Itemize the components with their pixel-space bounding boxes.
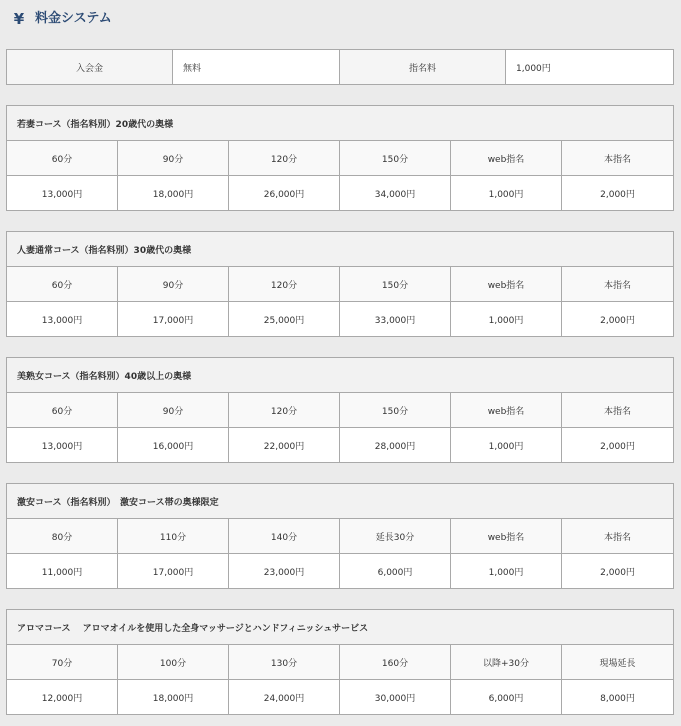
- admission-label: 入会金: [7, 50, 173, 85]
- price-cell: 18,000円: [118, 680, 229, 715]
- price-cell: 1,000円: [451, 176, 562, 211]
- price-cell: 28,000円: [340, 428, 451, 463]
- price-cell: 2,000円: [562, 176, 674, 211]
- duration-cell: 現場延長: [562, 645, 674, 680]
- price-cell: 2,000円: [562, 302, 674, 337]
- price-cell: 1,000円: [451, 554, 562, 589]
- price-cell: 25,000円: [229, 302, 340, 337]
- nomination-label: 指名料: [340, 50, 506, 85]
- price-cell: 23,000円: [229, 554, 340, 589]
- duration-cell: 100分: [118, 645, 229, 680]
- price-cell: 18,000円: [118, 176, 229, 211]
- price-cell: 2,000円: [562, 428, 674, 463]
- duration-cell: web指名: [451, 519, 562, 554]
- course-table: [6, 483, 674, 589]
- duration-cell: 120分: [229, 267, 340, 302]
- duration-cell: 150分: [340, 393, 451, 428]
- duration-cell: 60分: [7, 393, 118, 428]
- course-title-row: [7, 610, 674, 645]
- course-title: アロマコース アロマオイルを使用した全身マッサージとハンドフィニッシュサービス: [7, 610, 674, 645]
- course-title: 若妻コース（指名料別）20歳代の奥様: [7, 106, 674, 141]
- price-cell: 22,000円: [229, 428, 340, 463]
- duration-row: [7, 519, 674, 554]
- page-title: 料金システム: [35, 11, 112, 26]
- duration-cell: 130分: [229, 645, 340, 680]
- price-row: [7, 302, 674, 337]
- duration-cell: 本指名: [562, 141, 674, 176]
- duration-cell: 150分: [340, 267, 451, 302]
- admission-value: 無料: [173, 50, 340, 85]
- yen-icon: ¥: [13, 10, 25, 28]
- fee-table: [6, 49, 674, 85]
- nomination-value: 1,000円: [506, 50, 674, 85]
- price-cell: 8,000円: [562, 680, 674, 715]
- duration-cell: 120分: [229, 393, 340, 428]
- price-cell: 34,000円: [340, 176, 451, 211]
- price-row: [7, 554, 674, 589]
- price-row: [7, 428, 674, 463]
- duration-cell: 本指名: [562, 267, 674, 302]
- price-cell: 1,000円: [451, 428, 562, 463]
- duration-cell: 延長30分: [340, 519, 451, 554]
- price-cell: 12,000円: [7, 680, 118, 715]
- duration-row: [7, 645, 674, 680]
- duration-cell: 110分: [118, 519, 229, 554]
- price-cell: 13,000円: [7, 302, 118, 337]
- duration-cell: 以降+30分: [451, 645, 562, 680]
- price-cell: 24,000円: [229, 680, 340, 715]
- course-title-row: [7, 484, 674, 519]
- duration-cell: 本指名: [562, 519, 674, 554]
- course-table: [6, 105, 674, 211]
- course-title: 美熟女コース（指名料別）40歳以上の奥様: [7, 358, 674, 393]
- price-cell: 17,000円: [118, 302, 229, 337]
- course-title-row: [7, 106, 674, 141]
- course-title-row: [7, 232, 674, 267]
- course-title: 激安コース（指名料別） 激安コース帯の奥様限定: [7, 484, 674, 519]
- price-cell: 6,000円: [340, 554, 451, 589]
- course-table: [6, 231, 674, 337]
- duration-cell: 90分: [118, 393, 229, 428]
- price-cell: 13,000円: [7, 176, 118, 211]
- course-table: [6, 609, 674, 715]
- duration-cell: 90分: [118, 141, 229, 176]
- duration-cell: 150分: [340, 141, 451, 176]
- duration-cell: 70分: [7, 645, 118, 680]
- duration-cell: 140分: [229, 519, 340, 554]
- duration-cell: 160分: [340, 645, 451, 680]
- price-cell: 2,000円: [562, 554, 674, 589]
- price-row: [7, 176, 674, 211]
- duration-row: [7, 393, 674, 428]
- duration-cell: 90分: [118, 267, 229, 302]
- page-header: [12, 9, 112, 29]
- course-title: 人妻通常コース（指名料別）30歳代の奥様: [7, 232, 674, 267]
- duration-cell: 80分: [7, 519, 118, 554]
- duration-cell: web指名: [451, 393, 562, 428]
- duration-row: [7, 141, 674, 176]
- duration-cell: 60分: [7, 141, 118, 176]
- duration-row: [7, 267, 674, 302]
- course-table: [6, 357, 674, 463]
- price-cell: 6,000円: [451, 680, 562, 715]
- duration-cell: 60分: [7, 267, 118, 302]
- price-cell: 26,000円: [229, 176, 340, 211]
- price-row: [7, 680, 674, 715]
- course-title-row: [7, 358, 674, 393]
- price-cell: 1,000円: [451, 302, 562, 337]
- price-cell: 17,000円: [118, 554, 229, 589]
- duration-cell: web指名: [451, 267, 562, 302]
- price-cell: 16,000円: [118, 428, 229, 463]
- duration-cell: 本指名: [562, 393, 674, 428]
- price-cell: 13,000円: [7, 428, 118, 463]
- price-cell: 33,000円: [340, 302, 451, 337]
- fee-row: [7, 50, 674, 85]
- duration-cell: 120分: [229, 141, 340, 176]
- duration-cell: web指名: [451, 141, 562, 176]
- price-cell: 30,000円: [340, 680, 451, 715]
- price-cell: 11,000円: [7, 554, 118, 589]
